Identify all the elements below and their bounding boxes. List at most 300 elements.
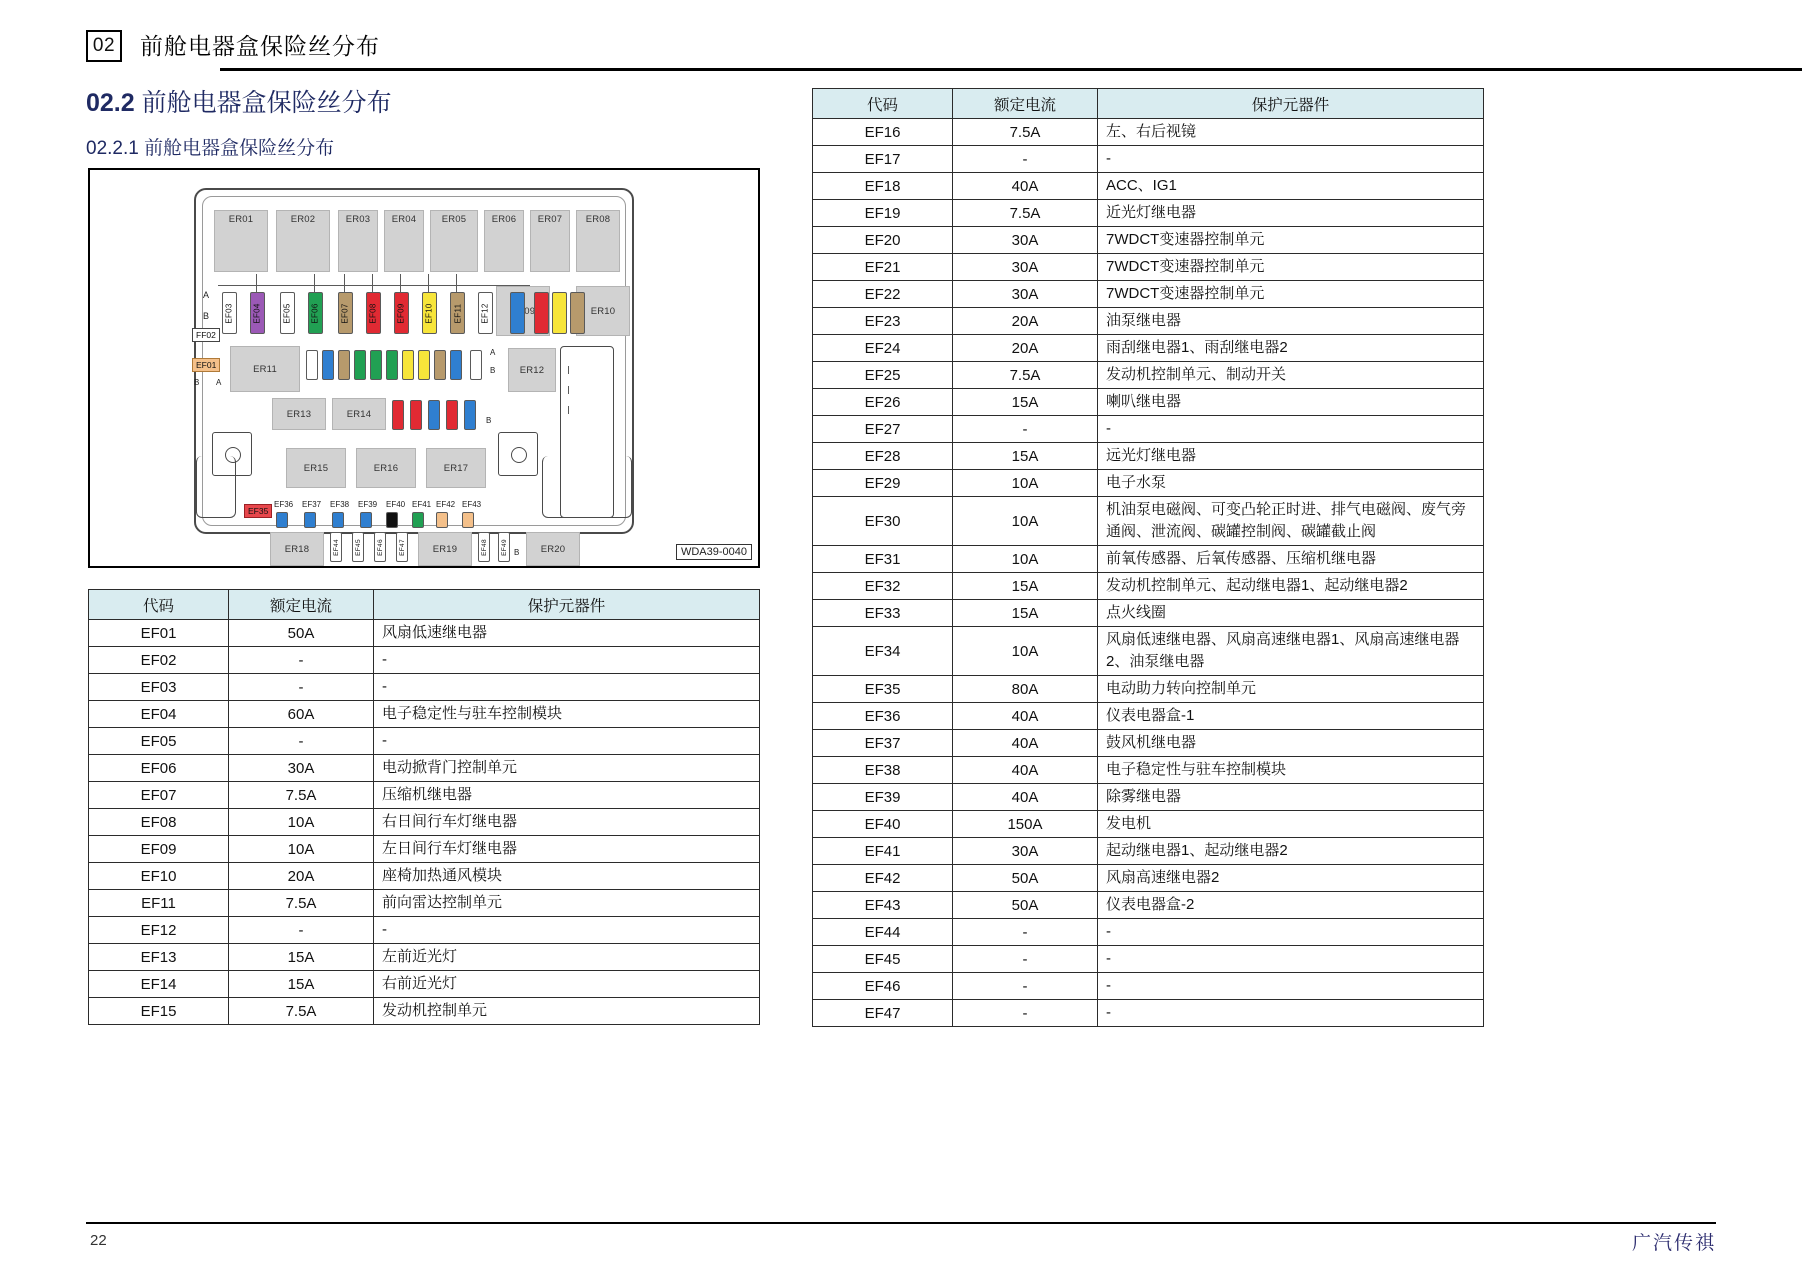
fuse-EF30c (410, 400, 422, 430)
table-row (89, 836, 760, 863)
cell-code: EF40 (813, 811, 953, 838)
component-line: 2、油泵继电器 (1106, 653, 1205, 670)
cell-code: EF35 (813, 676, 953, 703)
fuse-EF09: EF09 (394, 292, 409, 334)
table-row (813, 757, 1484, 784)
component-line: 7WDCT变速器控制单元 (1106, 231, 1265, 249)
fuse-EF49: EF49 (498, 532, 510, 562)
column-header-component: 保护元器件 (374, 590, 760, 620)
section-number: 02.2 (86, 89, 135, 117)
table-row (89, 755, 760, 782)
cell-component (1098, 838, 1484, 865)
cell-code: EF31 (813, 546, 953, 573)
cell-current: 15A (229, 944, 374, 971)
tag-FF02: FF02 (192, 328, 220, 342)
fuse-label-EF42: EF42 (436, 500, 456, 509)
component-line: 发动机控制单元、制动开关 (1106, 366, 1287, 384)
relay-block (272, 398, 326, 430)
tick (428, 274, 429, 292)
cell-current: 10A (953, 470, 1098, 497)
row-label-b3: B (486, 416, 492, 425)
cell-current: 7.5A (229, 782, 374, 809)
cell-current: 7.5A (953, 362, 1098, 389)
component-line: 风扇低速继电器 (382, 624, 488, 642)
component-line: 通阀、泄流阀、碳罐控制阀、碳罐截止阀 (1106, 523, 1377, 540)
bus-rail (218, 285, 530, 286)
cell-component (1098, 335, 1484, 362)
relay-label: ER08 (585, 214, 611, 225)
cell-current: 30A (953, 254, 1098, 281)
left-fuse-table (88, 589, 760, 1025)
table-row (89, 971, 760, 998)
cell-code: EF27 (813, 416, 953, 443)
table-row (89, 728, 760, 755)
table-row (89, 998, 760, 1025)
component-line: 7WDCT变速器控制单元 (1106, 285, 1265, 303)
table-row (813, 200, 1484, 227)
cell-component (1098, 173, 1484, 200)
component-line: - (1106, 1004, 1111, 1022)
table-header-row (89, 590, 760, 620)
relay-label: ER05 (441, 214, 467, 225)
component-line: 风扇高速继电器2 (1106, 869, 1220, 887)
cell-current: - (953, 919, 1098, 946)
cell-component (1098, 227, 1484, 254)
relay-label: ER17 (443, 462, 469, 474)
table-row (813, 973, 1484, 1000)
column-header-code: 代码 (813, 89, 953, 119)
cell-component (1098, 946, 1484, 973)
cell-current: 20A (953, 335, 1098, 362)
table-row (813, 146, 1484, 173)
cell-component (374, 809, 760, 836)
tag-EF35: EF35 (244, 504, 272, 518)
component-line: - (1106, 950, 1111, 968)
cell-code: EF05 (89, 728, 229, 755)
table-row (89, 620, 760, 647)
table-row (813, 254, 1484, 281)
right-table-body (813, 119, 1484, 1027)
fuse-label-EF39: EF39 (358, 500, 378, 509)
cell-code: EF43 (813, 892, 953, 919)
fuse-label-EF43: EF43 (462, 500, 482, 509)
cell-current: 40A (953, 757, 1098, 784)
cell-code: EF04 (89, 701, 229, 728)
table-row (813, 676, 1484, 703)
fuse-EF22b (386, 350, 398, 380)
component-line: 前氧传感器、后氧传感器、压缩机继电器 (1106, 550, 1377, 568)
tick (400, 274, 401, 292)
relay-label: ER14 (346, 408, 372, 420)
cell-code: EF22 (813, 281, 953, 308)
table-header-row (813, 89, 1484, 119)
cell-current: 7.5A (229, 998, 374, 1025)
table-row (813, 919, 1484, 946)
cell-code: EF37 (813, 730, 953, 757)
fuse-strip-EF41 (412, 512, 424, 528)
cell-code: EF17 (813, 146, 953, 173)
table-row (813, 730, 1484, 757)
cell-code: EF09 (89, 836, 229, 863)
cell-code: EF20 (813, 227, 953, 254)
tick (256, 274, 257, 292)
cell-component (1098, 676, 1484, 703)
fuse-EF08: EF08 (366, 292, 381, 334)
component-line: 电动助力转向控制单元 (1106, 680, 1257, 698)
component-line: 机油泵电磁阀、可变凸轮正时进、排气电磁阀、废气旁 (1106, 501, 1467, 519)
relay-block (526, 532, 580, 566)
cell-component (1098, 757, 1484, 784)
cell-component (1098, 200, 1484, 227)
cell-current: 30A (953, 838, 1098, 865)
fuse-EF25b (434, 350, 446, 380)
cell-component (374, 755, 760, 782)
relay-label: ER07 (537, 214, 563, 225)
component-line: - (382, 921, 387, 939)
cell-code: EF45 (813, 946, 953, 973)
footer-divider (86, 1222, 1716, 1224)
cell-current: 15A (953, 573, 1098, 600)
cell-component (1098, 254, 1484, 281)
mounting-bracket-left (196, 456, 236, 518)
component-line: 发电机 (1106, 815, 1152, 833)
table-row (89, 701, 760, 728)
component-line: 起动继电器1、起动继电器2 (1106, 842, 1288, 860)
relay-label: ER18 (284, 543, 310, 555)
tick (372, 274, 373, 292)
table-row (813, 227, 1484, 254)
cell-current: - (953, 973, 1098, 1000)
fuse-EF06: EF06 (308, 292, 323, 334)
cell-component (1098, 497, 1484, 546)
cell-current: 20A (953, 308, 1098, 335)
cell-component (1098, 443, 1484, 470)
section-heading (86, 83, 392, 119)
cell-code: EF12 (89, 917, 229, 944)
fuse-EF17 (552, 292, 567, 334)
cell-code: EF13 (89, 944, 229, 971)
table-row (813, 173, 1484, 200)
fuse-EF17b (306, 350, 318, 380)
fuse-EF19b (338, 350, 350, 380)
cell-component (374, 971, 760, 998)
terminal-label-b: B (194, 378, 200, 387)
relay-block (230, 346, 300, 392)
cell-current: 15A (953, 389, 1098, 416)
component-line: - (382, 678, 387, 696)
cell-component (1098, 119, 1484, 146)
cell-component (1098, 973, 1484, 1000)
fuse-EF24b (418, 350, 430, 380)
table-row (813, 784, 1484, 811)
connector-pin (568, 366, 569, 374)
component-line: 7WDCT变速器控制单元 (1106, 258, 1265, 276)
table-row (813, 389, 1484, 416)
connector-pin (568, 386, 569, 394)
cell-component (1098, 573, 1484, 600)
fuse-blue-1 (510, 292, 525, 334)
component-line: ACC、IG1 (1106, 177, 1177, 195)
fuse-EF44: EF44 (330, 532, 342, 562)
component-line: 发动机控制单元 (382, 1002, 488, 1020)
left-fuse-table-container (88, 589, 760, 1025)
component-line: - (1106, 977, 1111, 995)
cell-component (1098, 470, 1484, 497)
column-header-current: 额定电流 (229, 590, 374, 620)
cell-component (1098, 281, 1484, 308)
fuse-EF29c (392, 400, 404, 430)
cell-current: 60A (229, 701, 374, 728)
cell-current: 7.5A (953, 200, 1098, 227)
fuse-EF12: EF12 (478, 292, 493, 334)
cell-code: EF33 (813, 600, 953, 627)
component-line: 左日间行车灯继电器 (382, 840, 518, 858)
cell-current: 50A (229, 620, 374, 647)
cell-component (1098, 627, 1484, 676)
table-row (813, 281, 1484, 308)
fuse-EF47: EF47 (396, 532, 408, 562)
cell-current: 40A (953, 784, 1098, 811)
table-row (813, 1000, 1484, 1027)
relay-block (286, 448, 346, 488)
cell-component (1098, 146, 1484, 173)
section-title: 前舱电器盒保险丝分布 (141, 89, 392, 117)
cell-code: EF46 (813, 973, 953, 1000)
relay-block (384, 210, 424, 272)
cell-code: EF47 (813, 1000, 953, 1027)
cell-component (374, 863, 760, 890)
component-line: 喇叭继电器 (1106, 393, 1182, 411)
table-row (89, 917, 760, 944)
table-row (89, 647, 760, 674)
component-line: 电动掀背门控制单元 (382, 759, 518, 777)
fuse-EF18b (322, 350, 334, 380)
cell-component (1098, 892, 1484, 919)
relay-label: ER01 (228, 214, 254, 225)
cell-component (1098, 362, 1484, 389)
fuse-strip-EF38 (332, 512, 344, 528)
component-line: - (382, 651, 387, 669)
component-line: 电子稳定性与驻车控制模块 (1106, 761, 1287, 779)
cell-current: 40A (953, 730, 1098, 757)
fuse-EF48: EF48 (478, 532, 490, 562)
tick (314, 274, 315, 292)
cell-component (1098, 600, 1484, 627)
cell-component (1098, 865, 1484, 892)
table-row (89, 890, 760, 917)
cell-current: - (953, 416, 1098, 443)
table-row (813, 362, 1484, 389)
table-row (813, 308, 1484, 335)
cell-code: EF11 (89, 890, 229, 917)
cell-component (1098, 389, 1484, 416)
relay-label: ER02 (290, 214, 316, 225)
cell-code: EF02 (89, 647, 229, 674)
cell-current: 20A (229, 863, 374, 890)
cell-current: 80A (953, 676, 1098, 703)
table-row (813, 865, 1484, 892)
relay-block (276, 210, 330, 272)
component-line: 远光灯继电器 (1106, 447, 1197, 465)
relay-label: ER04 (391, 214, 417, 225)
row-label-b: B (203, 311, 210, 321)
relay-block (484, 210, 524, 272)
tick (344, 274, 345, 292)
cell-component (1098, 730, 1484, 757)
header-divider (220, 68, 1802, 71)
component-line: 鼓风机继电器 (1106, 734, 1197, 752)
right-fuse-table-container (812, 88, 1484, 1027)
fuse-EF32c (446, 400, 458, 430)
table-row (89, 782, 760, 809)
relay-label: ER03 (345, 214, 371, 225)
relay-label: ER13 (286, 408, 312, 420)
component-line: 左、右后视镜 (1106, 123, 1197, 141)
relay-label: ER20 (540, 543, 566, 555)
brand-logo-text: 广汽传祺 (1631, 1233, 1716, 1254)
fuse-strip-EF39 (360, 512, 372, 528)
cell-code: EF26 (813, 389, 953, 416)
fuse-label-EF36: EF36 (274, 500, 294, 509)
fuse-EF23b (402, 350, 414, 380)
cell-current: - (953, 946, 1098, 973)
stud-terminal-right (498, 432, 538, 476)
relay-block (356, 448, 416, 488)
fuse-EF11: EF11 (450, 292, 465, 334)
cell-code: EF10 (89, 863, 229, 890)
cell-component (374, 782, 760, 809)
fuse-EF04: EF04 (250, 292, 265, 334)
component-line: 近光灯继电器 (1106, 204, 1197, 222)
cell-current: 50A (953, 865, 1098, 892)
cell-code: EF15 (89, 998, 229, 1025)
cell-code: EF24 (813, 335, 953, 362)
cell-current: 15A (229, 971, 374, 998)
cell-component (1098, 811, 1484, 838)
table-row (813, 838, 1484, 865)
cell-current: - (229, 728, 374, 755)
tag-EF01: EF01 (192, 358, 220, 372)
component-line: 左前近光灯 (382, 948, 458, 966)
fuse-EF05: EF05 (280, 292, 295, 334)
cell-component (374, 647, 760, 674)
table-row (813, 119, 1484, 146)
fuse-EF31c (428, 400, 440, 430)
component-line: 仪表电器盒-1 (1106, 707, 1195, 725)
fuse-EF45: EF45 (352, 532, 364, 562)
fuse-box-diagram (90, 170, 758, 566)
fuse-EF46: EF46 (374, 532, 386, 562)
table-row (813, 627, 1484, 676)
cell-current: - (229, 674, 374, 701)
component-line: 右前近光灯 (382, 975, 458, 993)
cell-code: EF44 (813, 919, 953, 946)
cell-code: EF01 (89, 620, 229, 647)
column-header-component: 保护元器件 (1098, 89, 1484, 119)
tick (456, 274, 457, 292)
fuse-label-EF37: EF37 (302, 500, 322, 509)
row-label-a2: A (490, 348, 496, 357)
relay-block (338, 210, 378, 272)
cell-code: EF28 (813, 443, 953, 470)
table-row (813, 497, 1484, 546)
fuse-strip-EF43 (462, 512, 474, 528)
component-line: 油泵继电器 (1106, 312, 1182, 330)
cell-code: EF23 (813, 308, 953, 335)
cell-current: 10A (229, 836, 374, 863)
cell-current: 50A (953, 892, 1098, 919)
chapter-badge: 02 (86, 30, 122, 62)
cell-current: - (953, 1000, 1098, 1027)
cell-component (374, 890, 760, 917)
component-line: 点火线圈 (1106, 604, 1167, 622)
relay-label: ER15 (303, 462, 329, 474)
cell-code: EF16 (813, 119, 953, 146)
cell-component (1098, 416, 1484, 443)
cell-component (374, 674, 760, 701)
component-line: - (1106, 923, 1111, 941)
cell-code: EF19 (813, 200, 953, 227)
cell-component (1098, 308, 1484, 335)
fuse-strip-EF37 (304, 512, 316, 528)
cell-code: EF07 (89, 782, 229, 809)
cell-code: EF29 (813, 470, 953, 497)
component-line: 雨刮继电器1、雨刮继电器2 (1106, 339, 1288, 357)
fuse-EF10: EF10 (422, 292, 437, 334)
fuse-strip-EF40 (386, 512, 398, 528)
fuse-EF27b (470, 350, 482, 380)
cell-current: 10A (953, 627, 1098, 676)
component-line: 除雾继电器 (1106, 788, 1182, 806)
relay-label: ER11 (253, 363, 277, 375)
cell-component (1098, 919, 1484, 946)
cell-code: EF36 (813, 703, 953, 730)
cell-component (374, 728, 760, 755)
cell-current: 7.5A (229, 890, 374, 917)
fuse-strip-EF36 (276, 512, 288, 528)
cell-component (374, 620, 760, 647)
table-row (813, 946, 1484, 973)
row-label-b2: B (490, 366, 496, 375)
cell-current: 7.5A (953, 119, 1098, 146)
cell-component (1098, 784, 1484, 811)
cell-current: 10A (953, 497, 1098, 546)
cell-component (374, 836, 760, 863)
fuse-label-EF38: EF38 (330, 500, 350, 509)
page-header (86, 26, 1716, 70)
cell-code: EF34 (813, 627, 953, 676)
cell-code: EF38 (813, 757, 953, 784)
cell-code: EF39 (813, 784, 953, 811)
component-line: 电子水泵 (1106, 474, 1167, 492)
component-line: 发动机控制单元、起动继电器1、起动继电器2 (1106, 577, 1408, 595)
terminal-label-a: A (216, 378, 222, 387)
column-header-current: 额定电流 (953, 89, 1098, 119)
table-row (89, 944, 760, 971)
cell-current: 40A (953, 703, 1098, 730)
header-title: 前舱电器盒保险丝分布 (140, 33, 380, 59)
cell-code: EF41 (813, 838, 953, 865)
subsection-heading: 02.2.1 前舱电器盒保险丝分布 (86, 138, 335, 159)
component-line: 风扇低速继电器、风扇高速继电器1、风扇高速继电器 (1106, 631, 1460, 649)
component-line: - (382, 732, 387, 750)
cell-current: 150A (953, 811, 1098, 838)
mounting-bracket-right (542, 456, 632, 518)
table-row (813, 443, 1484, 470)
cell-component (374, 944, 760, 971)
drawing-code: WDA39-0040 (676, 544, 752, 560)
cell-current: 10A (229, 809, 374, 836)
